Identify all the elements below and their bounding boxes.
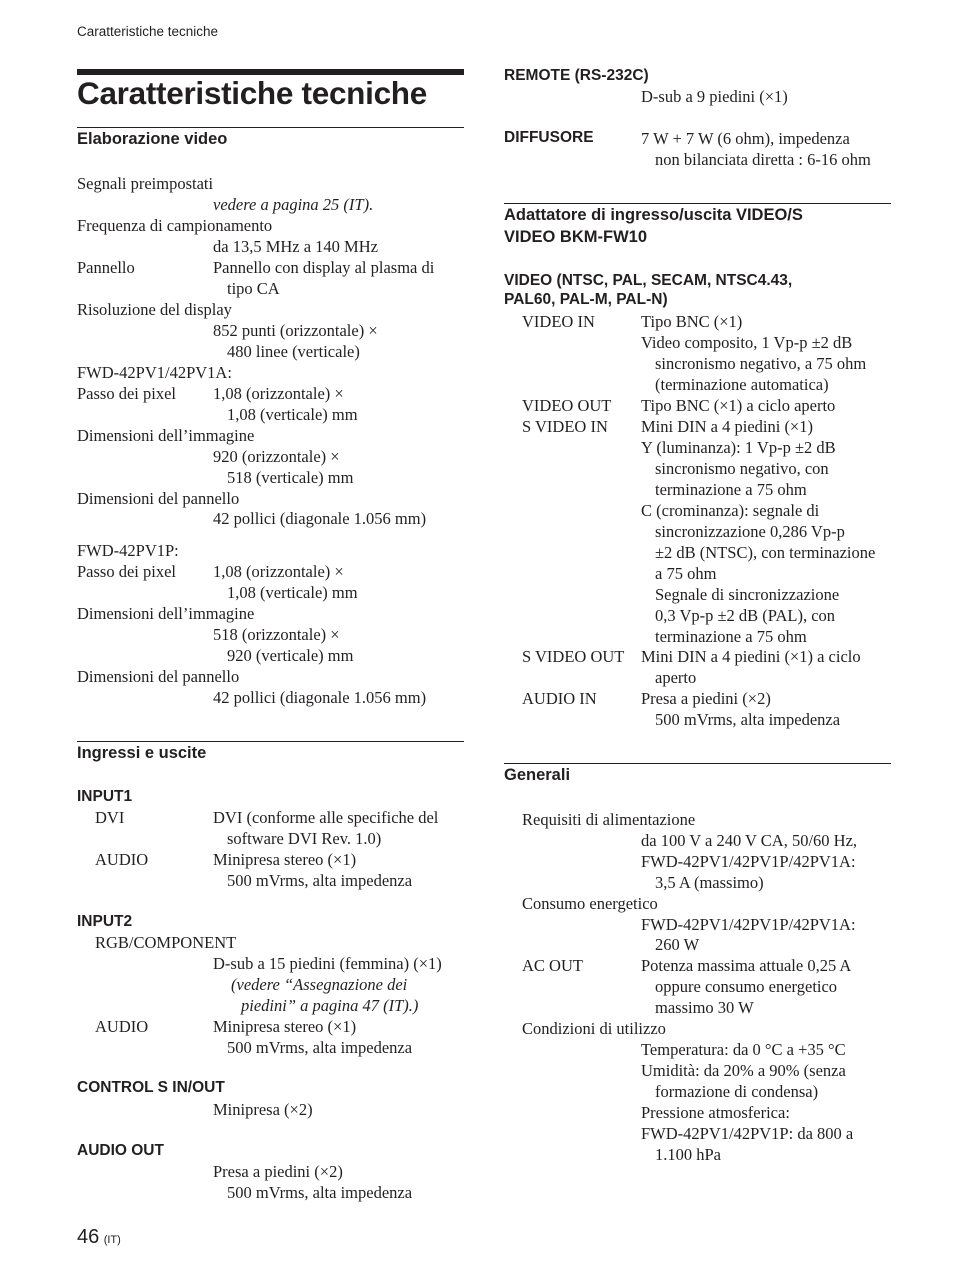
- spec-value: C (crominanza): segnale di: [641, 501, 820, 520]
- spec-label: S VIDEO IN: [522, 417, 608, 436]
- spec-value: D-sub a 15 piedini (femmina) (×1): [213, 954, 442, 973]
- spec-label: Requisiti di alimentazione: [522, 810, 696, 829]
- spec-label: VIDEO IN: [522, 312, 595, 331]
- spec-value: FWD-42PV1/42PV1P/42PV1A:: [641, 915, 856, 934]
- spec-label: Condizioni di utilizzo: [522, 1019, 666, 1038]
- spec-value: 500 mVrms, alta impedenza: [227, 1183, 413, 1202]
- spec-value: vedere a pagina 25 (IT).: [213, 195, 374, 214]
- spec-value: tipo CA: [227, 279, 280, 298]
- spec-value: 1,08 (orizzontale) ×: [213, 562, 344, 581]
- spec-value: oppure consumo energetico: [655, 977, 838, 996]
- spec-value: (terminazione automatica): [655, 375, 829, 394]
- spec-value: ±2 dB (NTSC), con terminazione: [655, 543, 876, 562]
- subheading-control: CONTROL S IN/OUT: [77, 1079, 225, 1096]
- spec-value: D-sub a 9 piedini (×1): [641, 87, 788, 106]
- section-rule: [77, 741, 464, 742]
- subheading-audio-out: AUDIO OUT: [77, 1142, 164, 1159]
- spec-value: 260 W: [655, 935, 700, 954]
- spec-label: AC OUT: [522, 956, 583, 975]
- page-footer: [77, 1226, 121, 1249]
- section-heading-video: Elaborazione video: [77, 130, 228, 148]
- spec-note: piedini” a pagina 47 (IT).): [241, 996, 419, 1015]
- spec-value: 1,08 (orizzontale) ×: [213, 384, 344, 403]
- spec-label: DVI: [95, 808, 125, 827]
- spec-value: Minipresa stereo (×1): [213, 850, 357, 869]
- spec-label: Dimensioni dell’immagine: [77, 604, 255, 623]
- subheading-remote: REMOTE (RS-232C): [504, 67, 649, 84]
- spec-value: FWD-42PV1/42PV1P: da 800 a: [641, 1124, 854, 1143]
- spec-value: 0,3 Vp-p ±2 dB (PAL), con: [655, 606, 836, 625]
- spec-value: Pannello con display al plasma di: [213, 258, 435, 277]
- page-lang: (IT): [103, 1234, 121, 1246]
- spec-label: VIDEO OUT: [522, 396, 612, 415]
- spec-value: terminazione a 75 ohm: [655, 627, 807, 646]
- section-rule: [504, 763, 891, 764]
- spec-value: sincronizzazione 0,286 Vp-p: [655, 522, 845, 541]
- spec-value: 852 punti (orizzontale) ×: [213, 321, 378, 340]
- spec-value: 7 W + 7 W (6 ohm), impedenza: [641, 129, 850, 148]
- spec-value: non bilanciata diretta : 6-16 ohm: [655, 150, 871, 169]
- section-heading-adapter-2: VIDEO BKM-FW10: [504, 228, 648, 246]
- spec-label: Risoluzione del display: [77, 300, 232, 319]
- section-rule: [77, 127, 464, 128]
- running-header: Caratteristiche tecniche: [77, 24, 219, 39]
- spec-value: a 75 ohm: [655, 564, 717, 583]
- spec-value: Tipo BNC (×1) a ciclo aperto: [641, 396, 836, 415]
- spec-value: 480 linee (verticale): [227, 342, 360, 361]
- section-heading-general: Generali: [504, 766, 571, 784]
- page-number: 46: [77, 1226, 100, 1248]
- spec-value: da 13,5 MHz a 140 MHz: [213, 237, 378, 256]
- spec-label: AUDIO: [95, 850, 149, 869]
- spec-value: sincronismo negativo, con: [655, 459, 829, 478]
- spec-value: 500 mVrms, alta impedenza: [227, 1038, 413, 1057]
- subheading-video-2: PAL60, PAL-M, PAL-N): [504, 291, 668, 308]
- spec-label: AUDIO: [95, 1017, 149, 1036]
- spec-label: Consumo energetico: [522, 894, 658, 913]
- spec-value: 518 (orizzontale) ×: [213, 625, 340, 644]
- spec-value: Y (luminanza): 1 Vp-p ±2 dB: [641, 438, 836, 457]
- subheading-video: VIDEO (NTSC, PAL, SECAM, NTSC4.43,: [504, 272, 793, 289]
- spec-label: Dimensioni del pannello: [77, 667, 240, 686]
- subheading-speaker: DIFFUSORE: [504, 129, 594, 146]
- spec-value: Temperatura: da 0 °C a +35 °C: [641, 1040, 846, 1059]
- spec-note: (vedere “Assegnazione dei: [231, 975, 408, 994]
- spec-value: software DVI Rev. 1.0): [227, 829, 382, 848]
- section-rule: [504, 203, 891, 204]
- model-label: FWD-42PV1P:: [77, 541, 179, 560]
- spec-value: 1,08 (verticale) mm: [227, 405, 358, 424]
- spec-value: Potenza massima attuale 0,25 A: [641, 956, 852, 975]
- spec-value: Presa a piedini (×2): [641, 689, 771, 708]
- spec-value: aperto: [655, 668, 697, 687]
- spec-value: Tipo BNC (×1): [641, 312, 743, 331]
- spec-value: Mini DIN a 4 piedini (×1): [641, 417, 813, 436]
- spec-label: AUDIO IN: [522, 689, 597, 708]
- spec-label: RGB/COMPONENT: [95, 933, 237, 952]
- spec-value: terminazione a 75 ohm: [655, 480, 807, 499]
- spec-label: Dimensioni dell’immagine: [77, 426, 255, 445]
- spec-value: DVI (conforme alle specifiche del: [213, 808, 439, 827]
- section-heading-adapter: Adattatore di ingresso/uscita VIDEO/S: [504, 206, 803, 224]
- spec-value: 1,08 (verticale) mm: [227, 583, 358, 602]
- spec-value: Presa a piedini (×2): [213, 1162, 343, 1181]
- spec-label: Passo dei pixel: [77, 562, 176, 581]
- spec-label: S VIDEO OUT: [522, 647, 625, 666]
- spec-label: Dimensioni del pannello: [77, 489, 240, 508]
- subheading-input2: INPUT2: [77, 913, 133, 930]
- spec-label: Segnali preimpostati: [77, 174, 214, 193]
- section-heading-io: Ingressi e uscite: [77, 744, 207, 762]
- spec-value: 3,5 A (massimo): [655, 873, 764, 892]
- spec-value: Mini DIN a 4 piedini (×1) a ciclo: [641, 647, 861, 666]
- spec-value: 920 (verticale) mm: [227, 646, 354, 665]
- spec-value: sincronismo negativo, a 75 ohm: [655, 354, 867, 373]
- spec-value: 500 mVrms, alta impedenza: [227, 871, 413, 890]
- spec-value: 920 (orizzontale) ×: [213, 447, 340, 466]
- spec-value: massimo 30 W: [655, 998, 754, 1017]
- spec-value: da 100 V a 240 V CA, 50/60 Hz,: [641, 831, 858, 850]
- subheading-input1: INPUT1: [77, 788, 133, 805]
- spec-value: Minipresa stereo (×1): [213, 1017, 357, 1036]
- spec-value: Segnale di sincronizzazione: [655, 585, 840, 604]
- spec-label: Frequenza di campionamento: [77, 216, 273, 235]
- spec-value: formazione di condensa): [655, 1082, 819, 1101]
- spec-value: 500 mVrms, alta impedenza: [655, 710, 841, 729]
- spec-value: 42 pollici (diagonale 1.056 mm): [213, 509, 427, 528]
- spec-value: 1.100 hPa: [655, 1145, 721, 1164]
- spec-label: Pannello: [77, 258, 135, 277]
- spec-label: Passo dei pixel: [77, 384, 176, 403]
- spec-value: Minipresa (×2): [213, 1100, 313, 1119]
- spec-value: Umidità: da 20% a 90% (senza: [641, 1061, 846, 1080]
- model-label: FWD-42PV1/42PV1A:: [77, 363, 232, 382]
- page-title: Caratteristiche tecniche: [77, 75, 427, 111]
- spec-value: 518 (verticale) mm: [227, 468, 354, 487]
- spec-value: Pressione atmosferica:: [641, 1103, 790, 1122]
- spec-value: 42 pollici (diagonale 1.056 mm): [213, 688, 427, 707]
- spec-value: FWD-42PV1/42PV1P/42PV1A:: [641, 852, 856, 871]
- spec-value: Video composito, 1 Vp-p ±2 dB: [641, 333, 853, 352]
